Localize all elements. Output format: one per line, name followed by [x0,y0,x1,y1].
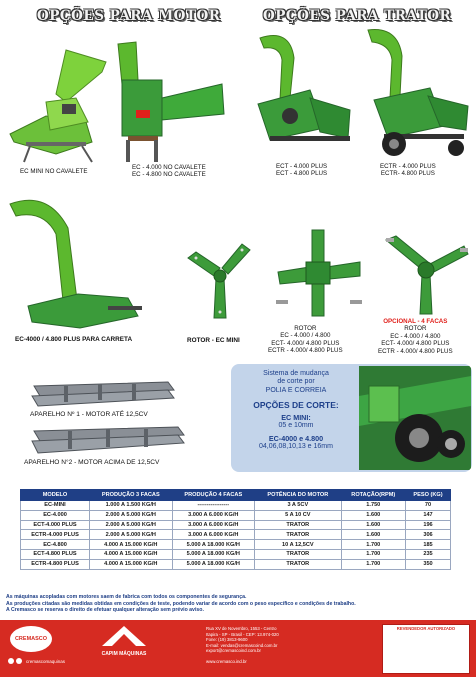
cell: 5.000 A 18.000 KG/H [172,559,255,569]
caption-line: ECT - 4.000 PLUS [276,163,328,170]
email-link[interactable]: export@cremascoind.com.br [206,648,261,654]
table-row [21,549,451,559]
ec-mini-cavalete-image [6,42,110,164]
ectr-plus-image [354,26,472,162]
ec-carreta-image [8,188,148,334]
cell-modelo: ECT-4.000 PLUS [21,520,90,530]
caption-line: EC - 4.800 NO CAVALETE [132,171,206,179]
cell: 4.000 A 15.000 KG/H [90,549,173,559]
ec-values: 04,06,08,10,13 e 16mm [259,443,333,451]
cut-options-title: OPÇÕES DE CORTE: [253,399,339,410]
cell: 196 [406,520,451,530]
caption-rotor-optional [378,318,453,355]
cell: TRATOR [255,530,342,540]
rotor-optional-image [380,234,472,316]
cut-options-text [237,370,355,451]
heading-motor: OPÇÕES PARA MOTOR [37,8,221,24]
social-row [8,658,65,664]
cell: 1.600 [341,530,405,540]
rotor-main-image [276,228,362,320]
caption-line: ECTR - 4.000/ 4.800 PLUS [378,347,453,355]
ec-mini-values: 05 e 10mm [278,422,314,430]
aparelho-1-image [28,380,178,408]
table-row [21,559,451,569]
ec-label: EC-4000 e 4.800 [268,433,324,443]
aparelho-2-caption: APARELHO N°2 - MOTOR ACIMA DE 12,5CV [24,459,160,466]
cell: 2.000 A 5.000 KG/H [90,520,173,530]
cell: 5 A 10 CV [255,510,342,520]
dealer-label: REVENDEDOR AUTORIZADO [396,626,456,631]
th-rotacao: ROTAÇÃO(RPM) [341,490,405,501]
cell: 1.600 [341,520,405,530]
caption-line: ECT - 4.800 PLUS [276,170,328,178]
cut-options-panel [231,364,472,472]
cell: 1.600 [341,510,405,520]
cell: 306 [406,530,451,540]
specs-table [20,489,451,570]
caption-line: EC - 4.000 / 4.800 [390,332,441,340]
caption-line: ECTR - 4.000/ 4.800 PLUS [268,347,343,355]
caption-ect-plus [276,163,327,178]
cell: 3.000 A 6.000 KG/H [172,530,255,540]
optional-label: OPCIONAL - 4 FACAS [383,318,448,325]
aparelho-2-image [28,425,188,455]
ec-mini-label: EC MINI: [281,413,311,423]
caption-line: EC MINI NO CAVALETE [20,168,88,175]
th-prod4: PRODUÇÃO 4 FACAS [172,490,255,501]
caption-line: ROTOR [404,325,427,333]
cell-modelo: EC-MINI [21,501,90,511]
cell: 3.000 A 6.000 KG/H [172,510,255,520]
cell-modelo: EC-4.800 [21,540,90,550]
info-line: de corte por [277,378,315,386]
address-block [206,626,279,665]
note-line: As produções citadas são medidas obtidas em condições de teste, podendo variar de acordo com o peso específico e condições de trabalho. [6,600,356,607]
capim-logo [100,626,148,657]
cell-modelo: ECT-4.800 PLUS [21,549,90,559]
cell: 185 [406,540,451,550]
info-line: Sistema de mudança [263,370,329,377]
cell: 147 [406,510,451,520]
heading-trator: OPÇÕES PARA TRATOR [263,8,452,24]
caption-line: ECT- 4.000/ 4.800 PLUS [271,339,340,347]
caption-line: EC - 4.000 / 4.800 [280,332,331,340]
cell: 5.000 A 18.000 KG/H [172,540,255,550]
caption-line: ECT- 4.000/ 4.800 PLUS [381,340,450,348]
cremasco-logo-text: CREMASCO [14,636,48,642]
dealer-box [382,624,470,674]
th-potencia: POTÊNCIA DO MOTOR [255,490,342,501]
th-prod3: PRODUÇÃO 3 FACAS [90,490,173,501]
cell-modelo: ECTR-4.800 PLUS [21,559,90,569]
cell: 3 A 5CV [255,501,342,511]
th-modelo: MODELO [21,490,90,501]
rotor-ec-mini-image [184,238,254,326]
capim-mark [102,626,146,646]
cell: 70 [406,501,451,511]
cell: 2.000 A 5.000 KG/H [90,530,173,540]
capim-text: CAPIM MÁQUINAS [101,651,147,657]
disclaimer-notes [6,594,356,614]
table-row [21,540,451,550]
note-line: A Cremasco se reserva o direito de efetuar qualquer alteração sem prévio aviso. [6,607,204,614]
cell: 1.700 [341,559,405,569]
caption-carreta [15,336,132,343]
caption-ectr-plus [380,163,436,178]
cell: ----------------- [172,501,255,511]
cell: 350 [406,559,451,569]
email-link[interactable]: E-mail: vendas@cremascoind.com.br [206,642,278,648]
cell: TRATOR [255,559,342,569]
cell: 4.000 A 15.000 KG/H [90,540,173,550]
aparelho-1-caption: APARELHO Nº 1 - MOTOR ATÉ 12,5CV [30,411,148,418]
caption-line: ECTR - 4.000 PLUS [380,163,436,170]
pulley-belt-image [359,366,471,470]
cell-modelo: EC-4.000 [21,510,90,520]
cell: 1.700 [341,549,405,559]
caption-line: ROTOR - EC MINI [187,337,240,344]
website-link[interactable]: www.cremasco.ind.br [206,658,247,664]
table-row [21,520,451,530]
ect-plus-image [250,28,360,158]
caption-rotor-mini [187,337,240,344]
th-peso: PESO (KG) [406,490,451,501]
cell: 4.000 A 15.000 KG/H [90,559,173,569]
address-line: Fone: (19) 3813-9600 [206,637,248,643]
caption-rotor-main [268,325,343,355]
table-row [21,510,451,520]
cell: 235 [406,549,451,559]
ec-cavalete-image [114,40,226,164]
cell: 1.750 [341,501,405,511]
table-row [21,501,451,511]
cell: 1.000 A 1.500 KG/H [90,501,173,511]
cell: 2.000 A 5.000 KG/H [90,510,173,520]
address-line: Rua XV de Novembro, 1553 - Centro [206,626,277,631]
cell: 1.700 [341,540,405,550]
cell: 3.000 A 6.000 KG/H [172,520,255,530]
caption-ec-mini-cavalete [20,168,88,175]
instagram-icon[interactable] [16,658,22,664]
table-header-row [21,490,451,501]
caption-ec-cavalete [132,164,206,179]
facebook-icon[interactable] [8,658,14,664]
info-line: POLIA E CORREIA [265,386,327,394]
cell: 10 A 12,5CV [255,540,342,550]
cremasco-logo [10,626,52,652]
cell-modelo: ECTR-4.000 PLUS [21,530,90,540]
caption-line: ROTOR [294,325,317,332]
table-row [21,530,451,540]
caption-line: ECTR- 4.800 PLUS [380,170,435,178]
cell: TRATOR [255,520,342,530]
social-handle: cremascomaquinas [26,658,66,664]
address-line: Itapira - SP - Brasil - CEP: 13.974-020 [206,631,279,637]
cell: TRATOR [255,549,342,559]
footer [0,620,476,677]
caption-line: EC-4000 / 4.800 PLUS PARA CARRETA [15,336,133,343]
caption-line: EC - 4.000 NO CAVALETE [132,164,206,171]
cell: 5.000 A 18.000 KG/H [172,549,255,559]
note-line: As máquinas acopladas com motores saem de fabrica com todos os componentes de segurança. [6,594,247,600]
